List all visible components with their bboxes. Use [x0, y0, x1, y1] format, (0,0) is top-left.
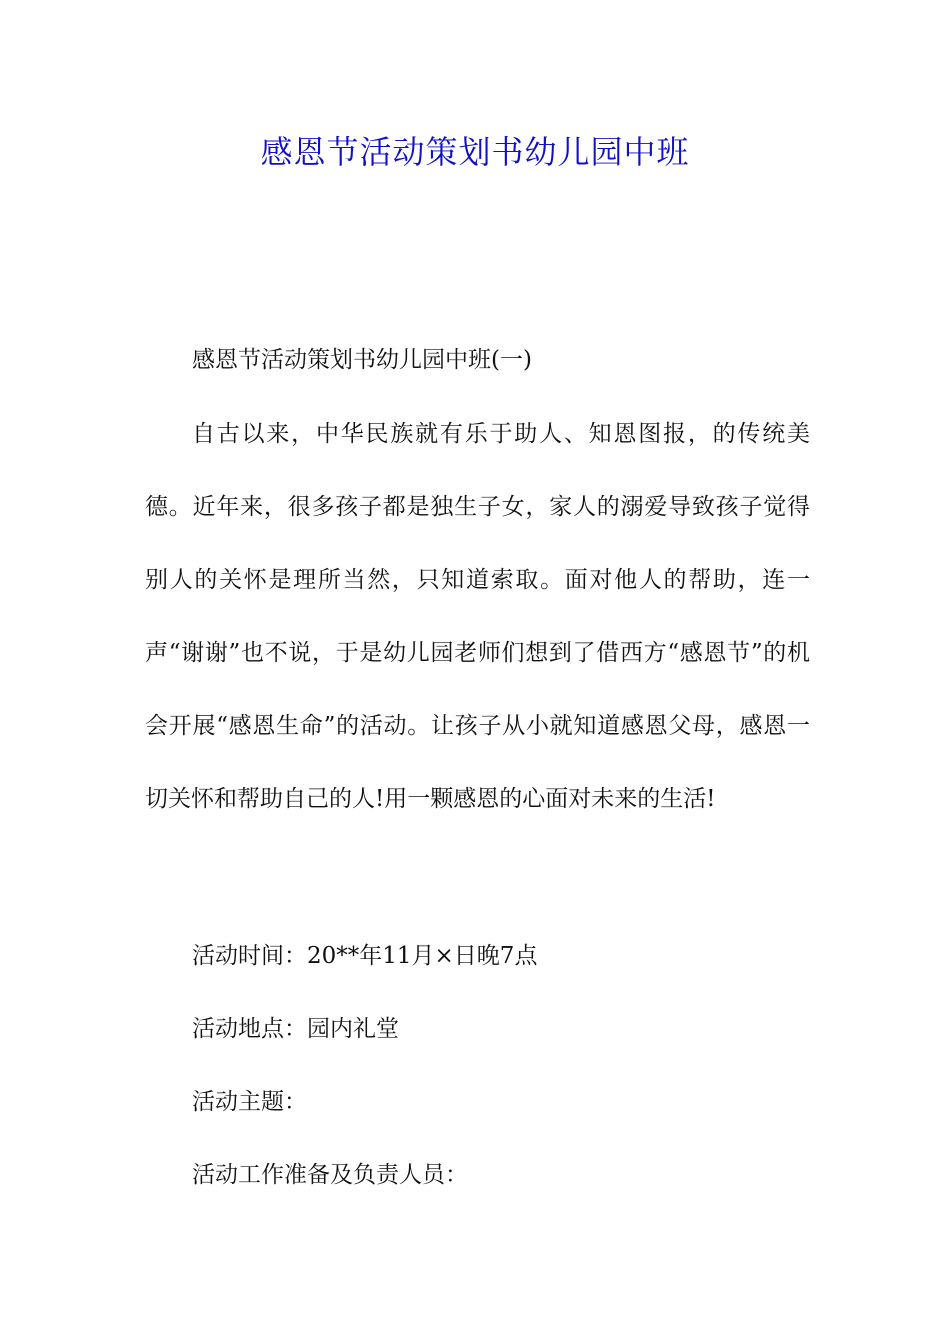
- intro-paragraph: 自古以来，中华民族就有乐于助人、知恩图报，的传统美德。近年来，很多孩子都是独生子女，家人的溺爱导致孩子觉得别人的关怀是理所当然，只知道索取。面对他人的帮助，连一声“谢谢”也不说，于是幼儿园老师们想到了借西方“感恩节”的机会开展“感恩生命”的活动。让孩子从小就知道感恩父母，感恩一切关怀和帮助自己的人!用一颗感恩的心面对未来的生活!: [145, 421, 810, 812]
- activity-theme: 活动主题：: [192, 1089, 307, 1115]
- document-title: 感恩节活动策划书幼儿园中班: [260, 133, 690, 171]
- activity-preparation: 活动工作准备及负责人员：: [192, 1162, 468, 1188]
- activity-time: 活动时间：20**年11月×日晚7点: [192, 943, 538, 969]
- section-subtitle: 感恩节活动策划书幼儿园中班(一): [192, 347, 532, 373]
- activity-place: 活动地点：园内礼堂: [192, 1016, 399, 1042]
